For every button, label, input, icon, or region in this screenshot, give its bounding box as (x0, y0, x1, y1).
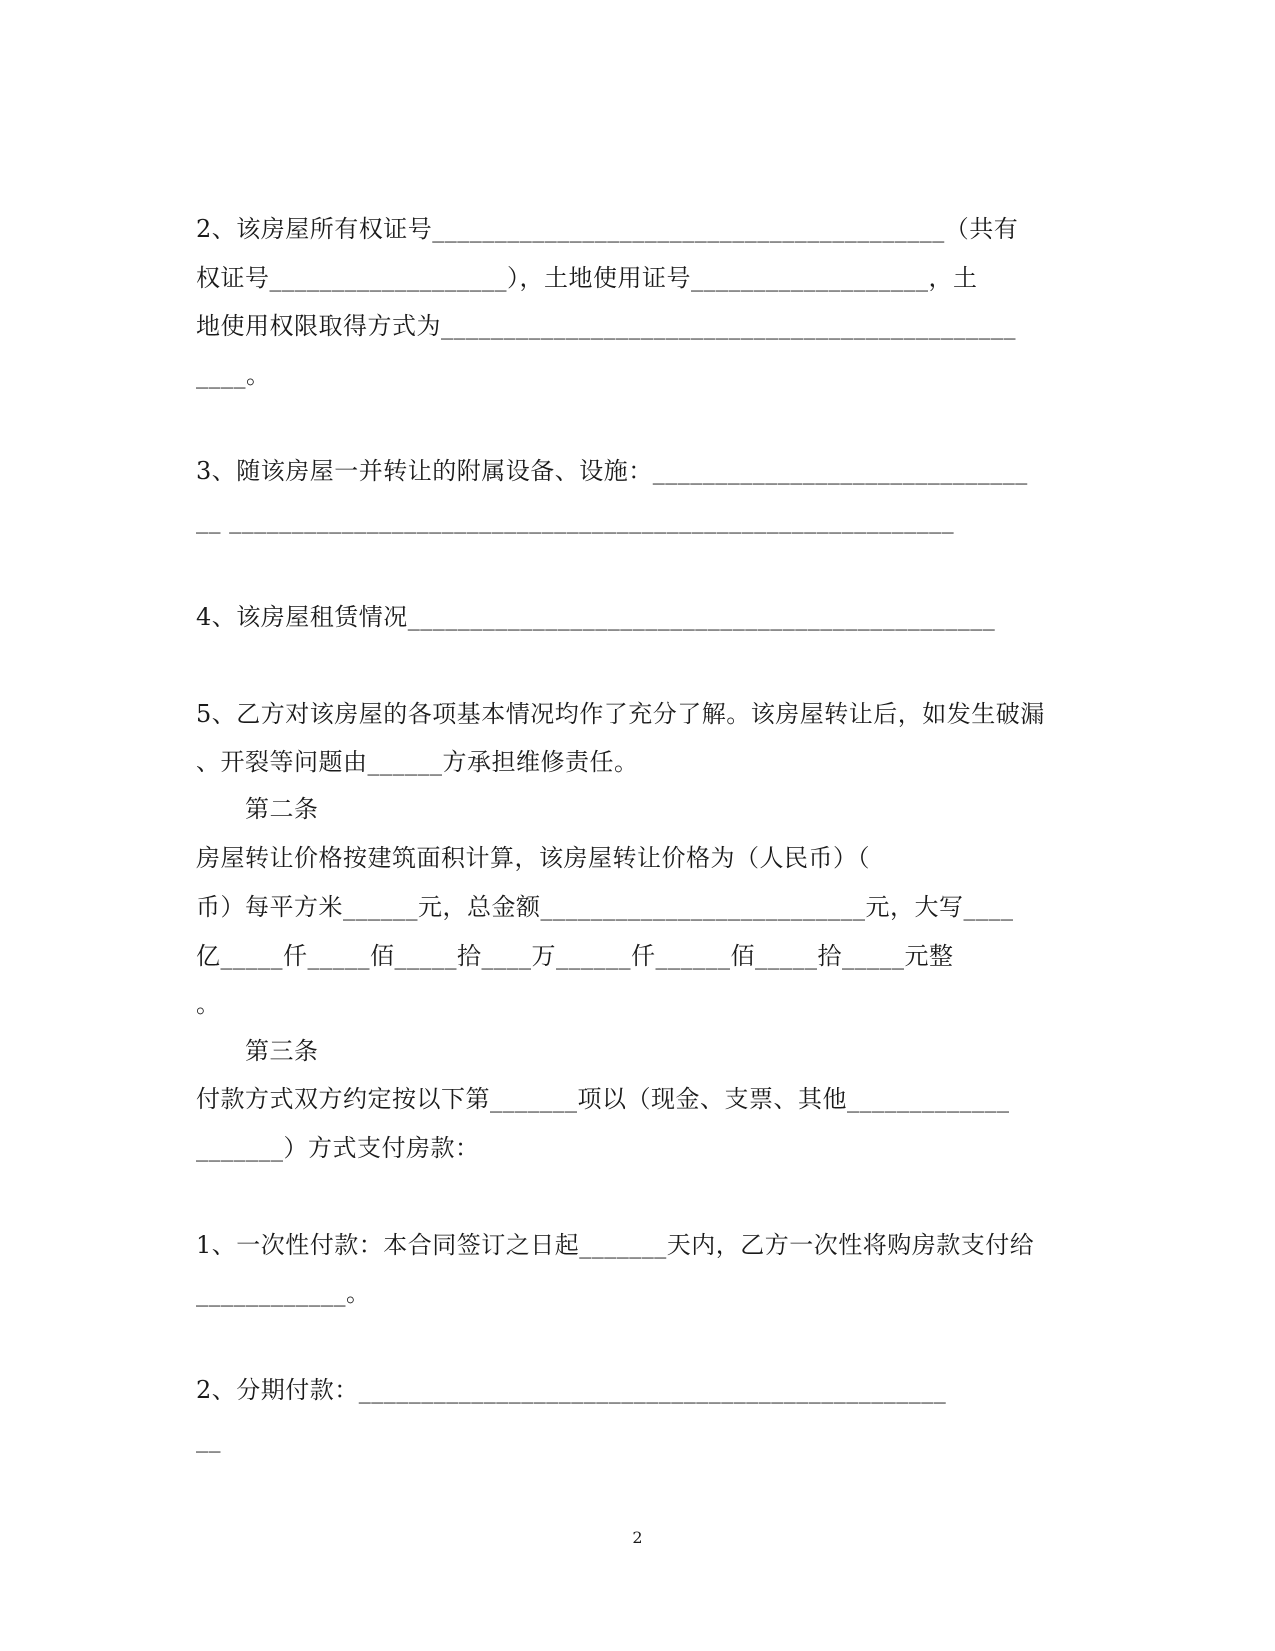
clause-ownership-certificate-line-1: 2、该房屋所有权证号_________________________________________（共有 (196, 215, 1019, 243)
clause-attached-facilities-line-1: 3、随该房屋一并转让的附属设备、设施：______________________________ (196, 457, 1028, 485)
article-two-heading: 第二条 (245, 795, 319, 823)
article-two-price-line-4: 。 (196, 990, 221, 1018)
clause-ownership-certificate-line-2: 权证号___________________），土地使用证号___________________，土 (196, 264, 978, 292)
article-two-price-line-1: 房屋转让价格按建筑面积计算，该房屋转让价格为（人民币）（ (196, 844, 870, 872)
clause-lease-status: 4、该房屋租赁情况_______________________________________________ (196, 603, 996, 631)
clause-installment-payment-line-2: __ (196, 1425, 221, 1453)
article-three-heading: 第三条 (245, 1037, 319, 1065)
page-number: 2 (632, 1528, 643, 1547)
clause-lump-sum-payment-line-1: 1、一次性付款：本合同签订之日起_______天内，乙方一次性将购房款支付给 (196, 1231, 1035, 1259)
clause-buyer-acknowledgement-line-2: 、开裂等问题由______方承担维修责任。 (196, 748, 639, 776)
article-three-payment-method-line-1: 付款方式双方约定按以下第_______项以（现金、支票、其他_____________ (196, 1085, 1010, 1113)
article-two-price-line-2: 币）每平方米______元，总金额__________________________元，大写____ (196, 893, 1014, 921)
article-three-payment-method-line-2: _______）方式支付房款： (196, 1134, 480, 1162)
clause-ownership-certificate-line-4: ____。 (196, 361, 271, 389)
clause-lump-sum-payment-line-2: ____________。 (196, 1279, 371, 1307)
clause-buyer-acknowledgement-line-1: 5、乙方对该房屋的各项基本情况均作了充分了解。该房屋转让后，如发生破漏 (196, 700, 1045, 728)
clause-ownership-certificate-line-3: 地使用权限取得方式为______________________________________________ (196, 312, 1016, 340)
article-two-price-line-3: 亿_____仟_____佰_____拾____万______仟______佰_____拾_____元整 (196, 942, 954, 970)
clause-installment-payment-line-1: 2、分期付款：_______________________________________________ (196, 1376, 947, 1404)
clause-attached-facilities-line-2: __ __________________________________________________________ (196, 506, 955, 534)
